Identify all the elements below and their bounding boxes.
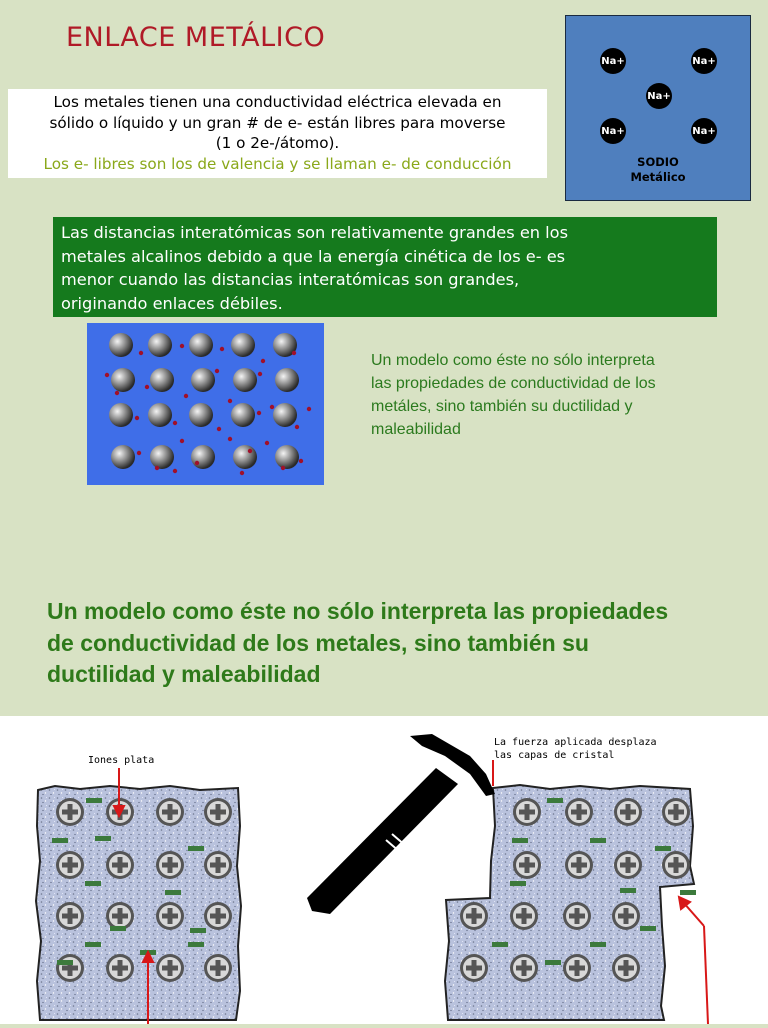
model-description-line-1: Un modelo como éste no sólo interpreta: [371, 352, 655, 369]
force-label-line-2: las capas de cristal: [494, 750, 615, 761]
model-description-line-2: las propiedades de conductividad de los: [371, 375, 656, 392]
metal-atom: [189, 333, 213, 357]
sodium-ion: Na+: [600, 118, 626, 144]
free-electron: [299, 459, 303, 463]
free-electron: [257, 411, 261, 415]
valence-electron: [512, 838, 528, 843]
valence-electron: [110, 926, 126, 931]
free-electron: [295, 425, 299, 429]
valence-electron: [510, 881, 526, 886]
sodium-label: [566, 155, 750, 185]
metal-atom: [148, 403, 172, 427]
metal-atom: [109, 403, 133, 427]
free-electron: [180, 344, 184, 348]
valence-electron: [95, 836, 111, 841]
interatomic-distance-box: [53, 217, 717, 317]
silver-ion: [612, 954, 640, 982]
model-description: [371, 349, 721, 441]
metal-atom: [111, 368, 135, 392]
free-electron: [105, 373, 109, 377]
model-description-line-3: metáles, sino también su ductilidad y: [371, 398, 633, 415]
electron-sea-model-svg: [87, 323, 324, 485]
sodium-label-line-1: SODIO: [637, 155, 679, 169]
valence-electron: [85, 881, 101, 886]
silver-ion: [56, 851, 84, 879]
valence-electron: [188, 846, 204, 851]
page-title: ENLACE METÁLICO: [66, 22, 326, 53]
free-electron: [228, 437, 232, 441]
metal-atom: [231, 333, 255, 357]
free-electron: [240, 471, 244, 475]
silver-ion: [612, 902, 640, 930]
silver-ion: [156, 851, 184, 879]
silver-ion: [563, 954, 591, 982]
sodium-ion: Na+: [691, 48, 717, 74]
silver-ion: [56, 954, 84, 982]
metal-atom: [231, 403, 255, 427]
valence-electron: [492, 942, 508, 947]
model-summary-line-1: Un modelo como éste no sólo interpreta las propiedades: [47, 598, 669, 624]
silver-ion: [565, 798, 593, 826]
sodium-ion: Na+: [600, 48, 626, 74]
silver-ion: [204, 798, 232, 826]
free-electron: [173, 421, 177, 425]
metal-atom: [148, 333, 172, 357]
model-description-line-4: maleabilidad: [371, 421, 461, 438]
free-electron: [173, 469, 177, 473]
free-electron: [137, 451, 141, 455]
valence-electron: [165, 890, 181, 895]
metal-atom: [189, 403, 213, 427]
free-electron: [292, 351, 296, 355]
force-label-line-1: La fuerza aplicada desplaza: [494, 737, 657, 748]
green-box-line-2: metales alcalinos debido a que la energía cinética de los e- es: [61, 246, 566, 266]
silver-ion: [460, 902, 488, 930]
silver-ion: [513, 851, 541, 879]
model-summary-line-2: de conductividad de los metales, sino también su: [47, 629, 589, 656]
silver-ion: [106, 902, 134, 930]
silver-ion: [513, 798, 541, 826]
intro-line-1: Los metales tienen una conductividad eléctrica elevada en: [53, 93, 502, 111]
silver-ion: [204, 954, 232, 982]
silver-ion: [156, 954, 184, 982]
silver-ion: [614, 798, 642, 826]
metal-atom: [111, 445, 135, 469]
crystal-deformation-figure: [0, 716, 768, 1024]
intro-line-2: sólido o líquido y un gran # de e- están libres para moverse: [49, 113, 506, 132]
free-electron: [220, 347, 224, 351]
green-box-line-4: originando enlaces débiles.: [61, 293, 283, 313]
metal-atom: [191, 445, 215, 469]
valence-electron: [655, 846, 671, 851]
metal-atom: [233, 445, 257, 469]
metal-atom: [275, 368, 299, 392]
metal-atom: [233, 368, 257, 392]
silver-ion: [106, 954, 134, 982]
free-electron: [215, 369, 219, 373]
valence-electron: [57, 960, 73, 965]
free-electron: [228, 399, 232, 403]
valence-electron: [52, 838, 68, 843]
valence-electron: [640, 926, 656, 931]
sodium-diagram: [565, 15, 751, 201]
silver-ion: [204, 902, 232, 930]
silver-ion: [510, 902, 538, 930]
sodium-label-line-2: Metálico: [630, 170, 686, 184]
silver-ion: [156, 798, 184, 826]
silver-ion: [510, 954, 538, 982]
silver-ion: [56, 798, 84, 826]
intro-text-box: [8, 89, 547, 178]
free-electron: [184, 394, 188, 398]
valence-electron: [590, 942, 606, 947]
valence-electron: [188, 942, 204, 947]
free-electron: [217, 427, 221, 431]
green-box-line-3: menor cuando las distancias interatómicas son grandes,: [61, 270, 520, 289]
silver-ion: [56, 902, 84, 930]
free-electron: [248, 449, 252, 453]
silver-ion: [204, 851, 232, 879]
metal-atom: [150, 368, 174, 392]
metal-atom: [109, 333, 133, 357]
valence-electron: [590, 838, 606, 843]
metal-atom: [191, 368, 215, 392]
silver-ion: [460, 954, 488, 982]
model-summary-line-3: ductilidad y maleabilidad: [47, 661, 321, 687]
silver-ion: [662, 798, 690, 826]
valence-electron: [680, 890, 696, 895]
valence-electron: [545, 960, 561, 965]
free-electron: [145, 385, 149, 389]
free-electron: [180, 439, 184, 443]
intro-line-4: Los e- libres son los de valencia y se llaman e- de conducción: [43, 154, 512, 173]
metal-atom: [273, 403, 297, 427]
free-electron: [265, 441, 269, 445]
free-electron: [155, 466, 159, 470]
free-electron: [261, 359, 265, 363]
free-electron: [195, 461, 199, 465]
free-electron: [115, 391, 119, 395]
metal-atom: [275, 445, 299, 469]
sodium-ion: Na+: [691, 118, 717, 144]
green-box-line-1: Las distancias interatómicas son relativamente grandes en los: [61, 223, 569, 242]
silver-ion: [106, 851, 134, 879]
free-electron: [135, 416, 139, 420]
silver-ion: [614, 851, 642, 879]
model-summary: [47, 596, 762, 691]
valence-electron: [620, 888, 636, 893]
valence-electron: [86, 798, 102, 803]
intro-line-3: (1 o 2e-/átomo).: [215, 134, 340, 152]
free-electron: [307, 407, 311, 411]
valence-electron: [190, 928, 206, 933]
hammer-icon: [307, 734, 495, 914]
free-electron: [270, 405, 274, 409]
valence-electron: [85, 942, 101, 947]
silver-ion: [565, 851, 593, 879]
sodium-ion: Na+: [646, 83, 672, 109]
free-electron: [258, 372, 262, 376]
free-electron: [281, 466, 285, 470]
electron-sea-model-image: [87, 323, 324, 485]
free-electron: [139, 351, 143, 355]
silver-ion: [156, 902, 184, 930]
ions-label: Iones plata: [88, 755, 155, 766]
silver-ion: [563, 902, 591, 930]
crystal-deformation-svg: [0, 716, 768, 1024]
silver-ion: [662, 851, 690, 879]
metal-atom: [150, 445, 174, 469]
valence-electron: [547, 798, 563, 803]
